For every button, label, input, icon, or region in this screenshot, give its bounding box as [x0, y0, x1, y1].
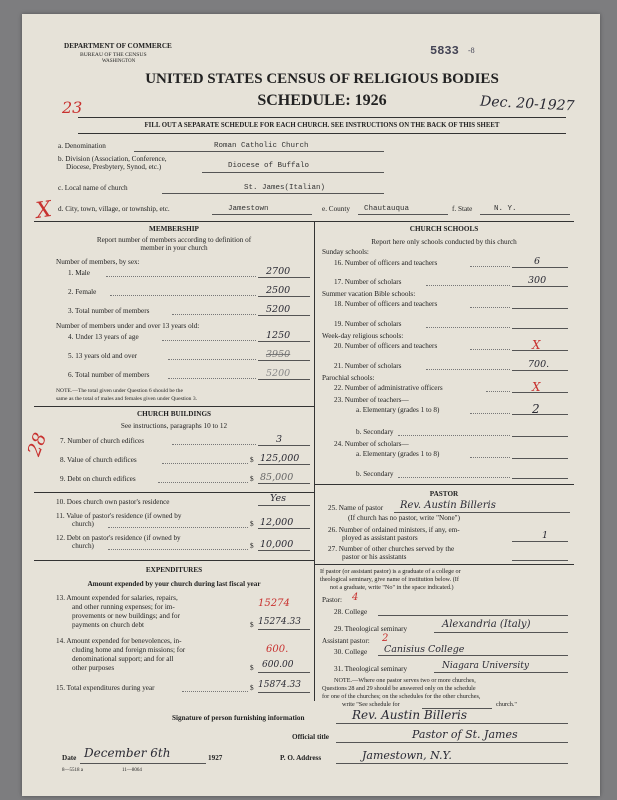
- signature-value: Rev. Austin Billeris: [352, 708, 468, 722]
- q10-label: 10. Does church own pastor's residence: [56, 498, 170, 506]
- city-label: d. City, town, village, or township, etc.: [58, 205, 170, 213]
- census-schedule-sheet: DEPARTMENT OF COMMERCE BUREAU OF THE CENSUS WASHINGTON 5833 -8 UNITED STATES CENSUS OF RELIGIOUS BODIES SCHEDULE: 1926 23 Dec. 20-1927 FILL OUT A SEPARATE SCHEDULE FOR EACH CHURCH. SEE INSTRUCTIONS ON THE BACK OF THIS SHEET a. Denomination Roman Catholic Church b. Division (Association, Conference, Diocese, Presbytery, Synod, etc.) Diocese of Buffalo c. Local name of church St. James(Italian) X d. City, town, village, or township, etc. Jamestown e. County Chautauqua f. State N. Y. MEMBERSHIP Report number of members according to definition of member in your church Number of members, by sex: 1. Male 2700 2. Female 2500 3. Total number of members 5200 Number of members under and over 13 years old: 4. Under 13 years of age 1250 5. 13 years old and over 3950 6. Total number of members 5200 NOTE.—The total given under Question 6 should be the same as the total of males and females given under Question 3. CHURCH BUILDINGS See instructions, paragraphs 10 to 12 28 7. Number of church edifices 3 8. Value of church edifices $ 125,000 9. Debt on church edifices $ 85,000 10. Does church own pastor's residence Yes 11. Value of pastor's residence (if owned by church) $ 12,000 12. Debt on pastor's residence (if owned by church) $ 10,000 EXPENDITURES Amount expended by your church during last fiscal year 13. Amount expended for salaries, repairs, and other running expenses; for im- provements or new buildings; and for payments on church debt 15274 $ 15274.33 14. Amount expended for benevolences, in- cluding home and foreign missions; for denominational support; and for all other purposes 600. $ 600.00 15. Total expenditures during year $ 15874.33 CHURCH SCHOOLS Report here only schools conducted by this church Sunday schools: 16. Number of officers and teachers 6 17. Number of scholars 300 Summer vacation Bible schools: 18. Number of officers and teachers 19. Number of scholars Week-day religious schools: 20. Number of officers and teachers X 21. Number of scholars 700. Parochial schools: 22. Number of administrative officers X 23. Number of teachers— a. Elementary (grades 1 to 8) 2 b. Secondary 24. Number of scholars— a. Elementary (grades 1 to 8) b. Secondary PASTOR 25. Name of pastor Rev. Austin Billeris (If church has no pastor, write "None") 26. Number of ordained ministers, if any, em- ployed as assistant pastors 1 27. Number of other churches served by the pastor or his assistants If pastor (or assistant pastor) is a graduate of a college or theological seminary, give name of institution below. (If not a graduate, write "No" in the space indicated.) Pastor: 4 28. College 29. Theological seminary Alexandria (Italy) Assistant pastor: 2 30. College Canisius College 31. Theological seminary Niagara University NOTE.—Where one pastor serves two or more churches, Questions 28 and 29 should be answered only on the schedule for one of the churches; on the schedules for the other churches, write "See schedule for church." Signature of person furnishing information Rev. Austin Billeris Official title Pastor of St. James Date December 6th 1927 P. O. Address Jamestown, N.Y. 8—5518 a 11—8064: [22, 14, 600, 796]
- q13-line-3: provements or new buildings; and for: [72, 612, 180, 620]
- weekday-schools: Week-day religious schools:: [322, 332, 404, 340]
- q14-note: 600.: [266, 644, 289, 655]
- form-code-2: 11—8064: [122, 768, 142, 773]
- q17-label: 17. Number of scholars: [334, 278, 402, 286]
- q18-label: 18. Number of officers and teachers: [334, 300, 438, 308]
- q28-label: 28. College: [334, 608, 368, 616]
- q19-label: 19. Number of scholars: [334, 320, 402, 328]
- q9-label: 9. Debt on church edifices: [60, 475, 136, 483]
- dept-name: DEPARTMENT OF COMMERCE: [64, 42, 172, 50]
- q3-label: 3. Total number of members: [68, 307, 150, 315]
- q14-line-1: 14. Amount expended for benevolences, in-: [56, 637, 182, 645]
- q5-label: 5. 13 years old and over: [68, 352, 138, 360]
- q8-label: 8. Value of church edifices: [60, 456, 137, 464]
- schools-heading: CHURCH SCHOOLS: [409, 225, 479, 233]
- county-label: e. County: [322, 205, 350, 213]
- date-value: December 6th: [84, 746, 171, 760]
- q25-value: Rev. Austin Billeris: [400, 500, 496, 511]
- q13-note: 15274: [258, 598, 290, 609]
- q23-label: 23. Number of teachers—: [334, 396, 409, 404]
- q26-label-b: ployed as assistant pastors: [342, 534, 418, 542]
- division-value: Diocese of Buffalo: [228, 162, 310, 170]
- q31-value: Niagara University: [442, 661, 529, 671]
- q6-value: 5200: [266, 368, 291, 379]
- form-code: 8—5518 a: [62, 768, 83, 773]
- q11-value: 12,000: [260, 517, 294, 528]
- q29-label: 29. Theological seminary: [334, 625, 408, 633]
- membership-note-1: NOTE.—The total given under Question 6 should be the: [56, 388, 183, 394]
- q13-line-2: and other running expenses; for im-: [72, 603, 175, 611]
- q2-label: 2. Female: [68, 288, 97, 296]
- instruction-line: FILL OUT A SEPARATE SCHEDULE FOR EACH CHURCH. SEE INSTRUCTIONS ON THE BACK OF THIS SHEET: [144, 122, 500, 129]
- margin-28-mark: 28: [23, 430, 52, 459]
- members-by-sex: Number of members, by sex:: [56, 258, 140, 266]
- pastor-heading: PASTOR: [429, 490, 459, 498]
- q23b-label: b. Secondary: [356, 428, 394, 436]
- membership-intro-1: Report number of members according to definition of: [96, 236, 252, 244]
- q1-value: 2700: [266, 266, 291, 277]
- form-suffix: -8: [468, 46, 475, 55]
- membership-heading: MEMBERSHIP: [149, 225, 199, 233]
- q24-label: 24. Number of scholars—: [334, 440, 409, 448]
- summer-schools: Summer vacation Bible schools:: [322, 290, 416, 298]
- q20-label: 20. Number of officers and teachers: [334, 342, 438, 350]
- q3-value: 5200: [266, 304, 291, 315]
- local-name-value: St. James(Italian): [244, 184, 326, 192]
- q7-value: 3: [276, 434, 283, 445]
- form-title: UNITED STATES CENSUS OF RELIGIOUS BODIES: [145, 71, 499, 87]
- bureau-name: BUREAU OF THE CENSUS: [80, 52, 147, 58]
- q25-note: (If church has no pastor, write "None"): [348, 514, 460, 522]
- division-label-2: Diocese, Presbytery, Synod, etc.): [66, 163, 162, 171]
- expenditures-heading: EXPENDITURES: [145, 566, 203, 574]
- q15-value: 15874.33: [258, 680, 301, 690]
- grad-note-2: theological seminary, give name of institution below. (If: [320, 576, 459, 583]
- assistant-label: Assistant pastor:: [322, 637, 370, 645]
- margin-x-mark: X: [34, 197, 54, 224]
- q16-value: 6: [534, 256, 541, 267]
- state-value: N. Y.: [494, 205, 517, 213]
- official-title-label: Official title: [292, 733, 329, 741]
- local-name-label: c. Local name of church: [58, 184, 128, 192]
- grad-note-3: not a graduate, write "No" in the space indicated.): [330, 584, 454, 591]
- q4-label: 4. Under 13 years of age: [68, 333, 139, 341]
- state-label: f. State: [452, 205, 473, 213]
- form-subtitle: SCHEDULE: 1926: [257, 92, 387, 109]
- q30-label: 30. College: [334, 648, 368, 656]
- q21-label: 21. Number of scholars: [334, 362, 402, 370]
- form-number: 5833: [430, 44, 459, 58]
- q21-value: 700.: [528, 359, 550, 370]
- q26-value: 1: [542, 530, 549, 541]
- pastor-note-5: church.": [496, 701, 517, 708]
- q13-line-4: payments on church debt: [72, 621, 145, 629]
- q15-label: 15. Total expenditures during year: [56, 684, 155, 692]
- q12-value: 10,000: [260, 539, 294, 550]
- q12-label-a: 12. Debt on pastor's residence (if owned by: [56, 534, 181, 542]
- q22-label: 22. Number of administrative officers: [334, 384, 443, 392]
- q4-value: 1250: [266, 330, 291, 341]
- pastor-note-4: write "See schedule for: [342, 701, 400, 708]
- pastor-note-2: Questions 28 and 29 should be answered only on the schedule: [322, 685, 476, 692]
- date-label: Date: [62, 754, 77, 762]
- q8-value: 125,000: [260, 453, 300, 464]
- q24a-label: a. Elementary (grades 1 to 8): [356, 450, 440, 458]
- q14-line-3: denominational support; and for all: [72, 655, 174, 663]
- division-label-1: b. Division (Association, Conference,: [58, 155, 167, 163]
- members-by-age: Number of members under and over 13 years old:: [56, 322, 200, 330]
- pastor-label: Pastor:: [322, 596, 342, 604]
- q29-value: Alexandria (Italy): [442, 619, 531, 630]
- q9-value: 85,000: [260, 472, 294, 483]
- q30-value: Canisius College: [384, 644, 465, 655]
- q11-label-a: 11. Value of pastor's residence (if owned by: [56, 512, 182, 520]
- q14-value: 600.00: [262, 660, 294, 670]
- address-label: P. O. Address: [280, 754, 322, 762]
- q14-line-4: other purposes: [72, 664, 115, 672]
- q10-value: Yes: [270, 493, 286, 504]
- membership-note-2: same as the total of males and females given under Question 3.: [56, 396, 198, 402]
- signature-label: Signature of person furnishing information: [172, 714, 305, 722]
- q20-value: X: [532, 338, 541, 352]
- q1-label: 1. Male: [68, 269, 90, 277]
- q25-label: 25. Name of pastor: [328, 504, 384, 512]
- q26-label-a: 26. Number of ordained ministers, if any, em-: [328, 526, 460, 534]
- q31-label: 31. Theological seminary: [334, 665, 408, 673]
- pastor-mark: 4: [352, 592, 359, 603]
- schools-intro: Report here only schools conducted by this church: [371, 238, 517, 246]
- q13-value: 15274.33: [258, 617, 301, 627]
- assistant-mark: 2: [382, 633, 389, 644]
- q11-label-b: church): [72, 520, 94, 528]
- denomination-label: a. Denomination: [58, 142, 106, 150]
- address-value: Jamestown, N.Y.: [362, 749, 452, 762]
- pastor-note-3: for one of the churches; on the schedules for the other churches,: [322, 693, 481, 700]
- sunday-schools: Sunday schools:: [322, 248, 369, 256]
- expenditures-intro: Amount expended by your church during last fiscal year: [87, 580, 261, 588]
- q16-label: 16. Number of officers and teachers: [334, 259, 438, 267]
- left-mark: 23: [62, 98, 83, 117]
- q22-value: X: [532, 380, 541, 394]
- q12-label-b: church): [72, 542, 94, 550]
- city-name: WASHINGTON: [102, 59, 136, 64]
- q24b-label: b. Secondary: [356, 470, 394, 478]
- q7-label: 7. Number of church edifices: [60, 437, 145, 445]
- q5-value: 3950: [266, 349, 291, 360]
- grad-note-1: If pastor (or assistant pastor) is a graduate of a college or: [320, 568, 461, 575]
- q2-value: 2500: [266, 285, 291, 296]
- buildings-intro: See instructions, paragraphs 10 to 12: [120, 422, 228, 430]
- q17-value: 300: [528, 275, 547, 286]
- official-title-value: Pastor of St. James: [412, 728, 518, 741]
- buildings-heading: CHURCH BUILDINGS: [136, 410, 212, 418]
- q27-label-a: 27. Number of other churches served by the: [328, 545, 455, 553]
- q6-label: 6. Total number of members: [68, 371, 150, 379]
- q14-line-2: cluding home and foreign missions; for: [72, 646, 186, 654]
- date-stamp: Dec. 20-1927: [479, 93, 575, 115]
- membership-intro-2: member in your church: [140, 244, 208, 252]
- pastor-note-1: NOTE.—Where one pastor serves two or more churches,: [334, 677, 476, 684]
- year-value: 1927: [208, 754, 223, 762]
- q23a-label: a. Elementary (grades 1 to 8): [356, 406, 440, 414]
- q27-label-b: pastor or his assistants: [342, 553, 407, 561]
- parochial-schools: Parochial schools:: [322, 374, 375, 382]
- q23a-value: 2: [532, 402, 540, 416]
- q13-line-1: 13. Amount expended for salaries, repairs,: [56, 594, 178, 602]
- denomination-value: Roman Catholic Church: [214, 142, 309, 150]
- city-value: Jamestown: [228, 205, 269, 213]
- county-value: Chautauqua: [364, 205, 410, 213]
